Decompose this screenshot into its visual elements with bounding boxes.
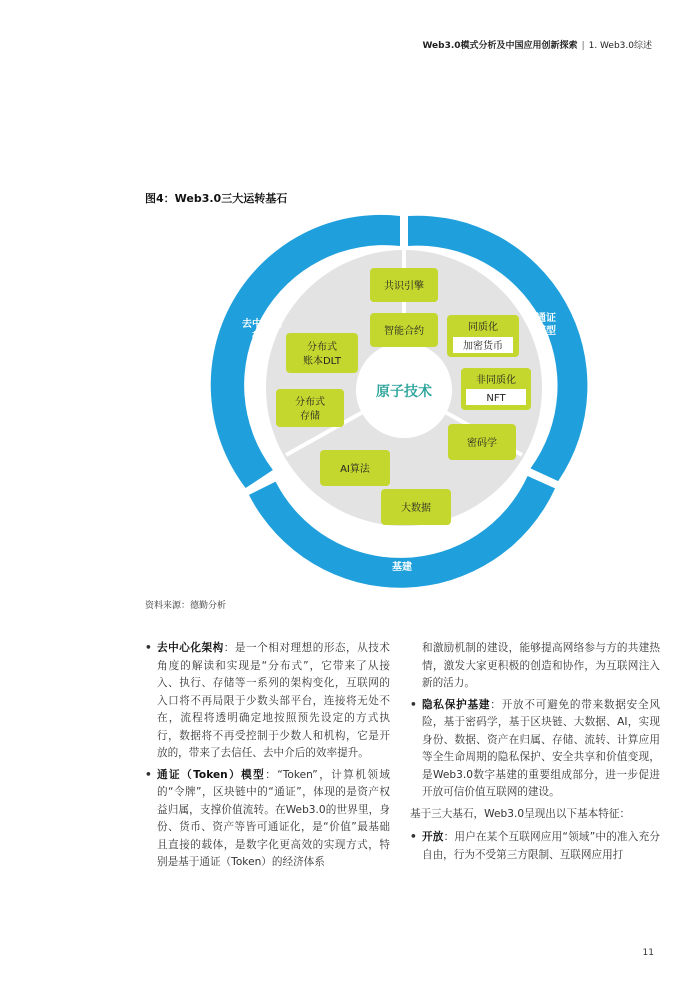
svg-text:AI算法: AI算法 — [340, 464, 370, 475]
ring-label-token-1: 通证 — [536, 313, 556, 324]
box-distributed-storage — [276, 389, 344, 427]
box-homogeneous — [447, 315, 519, 357]
box-smart-contract — [370, 313, 438, 347]
svg-text:大数据: 大数据 — [401, 503, 431, 514]
box-dlt — [286, 333, 358, 373]
box-non-homogeneous — [461, 368, 531, 410]
bullet-token-model: • 通证（Token）模型：“Token”，计算机领域的“令牌”，区块链中的“通证”，体现的是资产权益归属，支撑价值流转。在Web3.0的世界里，身份、货币、资产等皆可通证化，是“价值”最基础且直接的载体，是数字化更高效的实现方式，特别是基于通证（Token）的经济体系 — [145, 767, 390, 872]
svg-text:智能合约: 智能合约 — [384, 326, 424, 337]
svg-text:非同质化: 非同质化 — [476, 375, 516, 386]
svg-text:共识引擎: 共识引擎 — [384, 281, 424, 292]
box-big-data — [381, 489, 451, 525]
body-right-column — [410, 640, 660, 868]
svg-text:存储: 存储 — [300, 411, 320, 422]
ring-label-token-2: 模型 — [536, 326, 556, 337]
bullet-token-model-continued: 和激励机制的建设，能够提高网络参与方的共建热情，激发大家更积极的创造和协作，为互联网注入新的活力。 — [422, 642, 660, 689]
svg-text:同质化: 同质化 — [468, 322, 498, 333]
ring-label-decentralized-2: 架构 — [252, 332, 272, 343]
body-left-column — [145, 640, 390, 876]
bullet-decentralized: • 去中心化架构：是一个相对理想的形态，从技术角度的解读和实现是“分布式”，它带来了从接入、执行、存储等一系列的架构变化，互联网的入口将不再局限于少数头部平台，连接将无处不在，流程将透明确定地按照预先设定的方式执行，数据将不再受控制于少数人和机构，它是开放的，带来了去信任、去中介后的效率提升。 — [145, 640, 390, 763]
ring-label-privacy-2: 基建 — [392, 562, 412, 573]
nft-label: NFT — [486, 393, 506, 404]
figure-title: 图4：Web3.0三大运转基石 — [145, 192, 288, 205]
page-number: 11 — [642, 948, 654, 958]
header-section: 1. Web3.0综述 — [588, 41, 652, 51]
features-intro: 基于三大基石，Web3.0呈现出以下基本特征： — [410, 807, 631, 820]
ring-label-decentralized-1: 去中心化 — [242, 319, 282, 330]
box-cryptography — [448, 424, 516, 460]
svg-text:账本DLT: 账本DLT — [302, 356, 342, 367]
bullet-open: • 开放：用户在某个互联网应用“领域”中的准入充分自由，行为不受第三方限制、互联网应用打 — [410, 829, 660, 864]
svg-text:分布式: 分布式 — [307, 342, 337, 353]
bullet-privacy: • 隐私保护基建：开放不可避免的带来数据安全风险，基于密码学，基于区块链、大数据、AI，实现身份、数据、资产在归属、存储、流转、计算应用等全生命周期的隐私保护、安全共享和价值变现，是Web3.0数字基建的重要组成部分，进一步促进开放可信价值互联网的建设。 — [410, 697, 660, 802]
crypto-currency-label: 加密货币 — [463, 341, 503, 352]
header-title: Web3.0模式分析及中国应用创新探索 — [422, 41, 578, 51]
figure-source: 资料来源：德勤分析 — [145, 601, 227, 611]
box-ai-algorithm — [320, 450, 390, 486]
core-label: 原子技术 — [376, 384, 432, 400]
ring-label-privacy-1: 隐私保护 — [382, 548, 422, 559]
svg-text:分布式: 分布式 — [295, 397, 325, 408]
header-separator: | — [581, 41, 585, 51]
svg-text:密码学: 密码学 — [467, 438, 497, 449]
box-consensus-engine — [370, 268, 438, 302]
